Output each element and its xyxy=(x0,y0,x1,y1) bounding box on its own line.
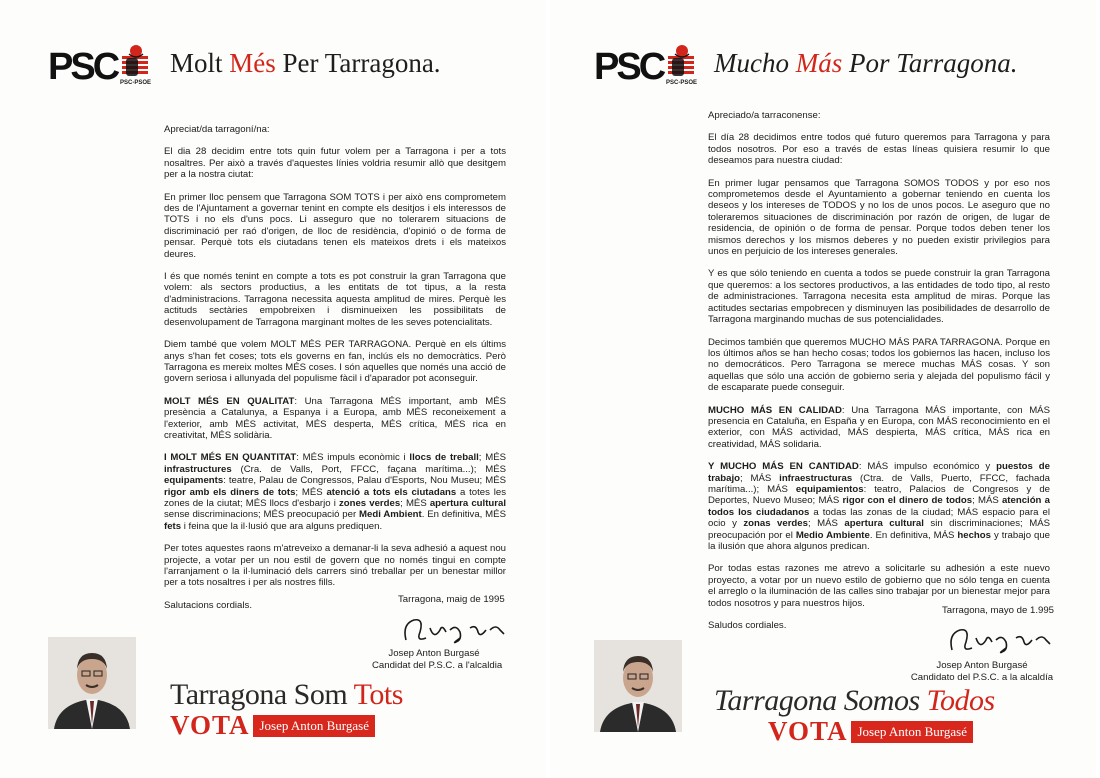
paragraph-4: Decimos también que queremos MUCHO MÁS PARA TARRAGONA. Porque en los últimos años se han hecho cosas; todos los gobiernos las hacen, incluso los no democráticos. Pero Tarragona se merece muchas MÁS cosas. Y son aquellas que sólo una acción de gobierno seria y alejada del populismo fácil y de escaparate puede conseguir. xyxy=(708,336,1050,394)
paragraph-text: ; MÉS xyxy=(400,497,430,509)
paragraph-text: a totes les zones de la ciutat; MÉS llocs d'esbarjo i xyxy=(164,486,506,509)
emphasis: rigor con el dinero de todos xyxy=(842,495,973,507)
signatory-name: Josep Anton Burgasé xyxy=(936,660,1028,671)
closing: Salutacions cordials. xyxy=(164,599,252,611)
paragraph-quality xyxy=(708,405,1050,451)
paragraph-quantity xyxy=(708,461,1050,552)
signature-icon xyxy=(400,612,510,646)
paragraph-2: En primer lugar pensamos que Tarragona SOMOS TODOS y por eso nos comprometemos desde el Ayuntamiento a gobernar teniendo en cuenta los deseos y los intereses de TODOS y no los de unos pocos. Le aseguro que no toleraremos situaciones de discriminación por razón de origen, de lugar de residencia, de opinión o de forma de pensar. Porque todos deben tener los mismos derechos y los mismos deberes y no pueden existir privilegios para unos en perjuicio de los intereses generales. xyxy=(708,177,1050,258)
emphasis: apertura cultural xyxy=(429,497,506,509)
paragraph-text: ; MÁS xyxy=(807,518,845,530)
paragraph-text: i feina que la il·lusió que ara alguns prediquen. xyxy=(181,520,383,532)
emphasis: equipamientos xyxy=(795,483,864,495)
paragraph-3: Y es que sólo teniendo en cuenta a todos se puede construir la gran Tarragona que queremos: a los sectores productivos, a las entidades de todo tipo, al resto de administraciones. Tarragona necesita esta amplitud de miras. Porque las actitudes sectarias empobrecen y disminuyen las posibilidades de desarrollo de Tarragona marginando muchas de sus potencialidades. xyxy=(708,268,1050,326)
emphasis: I MOLT MÉS EN QUANTITAT xyxy=(164,452,297,464)
headline xyxy=(714,48,1018,79)
paragraph-text: (Ctra. de Valls, Puerto, FFCC, fachada marítima...); MÁS xyxy=(708,472,1050,495)
emphasis: Y MUCHO MÁS EN CANTIDAD xyxy=(708,461,859,473)
emphasis: puestos de trabajo xyxy=(708,461,1050,484)
paragraph-2: En primer lloc pensem que Tarragona SOM TOTS i per això ens comprometem des de l'Ajuntament a governar tenint en compte els desitjos i els interessos de TOTS i no els d'uns pocs. Li asseguro que no tolerarem situacions de discriminació per raó d'origen, de lloc de residència, d'opinió o de forma de pensar. Perquè tots els ciutadans tenen els mateixos drets i els mateixos deures. xyxy=(164,191,506,260)
psc-psoe-label: PSC-PSOE xyxy=(666,80,698,86)
emphasis: apertura cultural xyxy=(844,518,924,530)
paragraph-quantity xyxy=(164,452,506,532)
paragraph-7: Por todas estas razones me atrevo a solicitarle su adhesión a este nuevo proyecto, a votar por un nuevo estilo de gobierno que no sólo tenga en cuenta el arreglo o la iluminación de las calles sino trabajar por un bienestar mejor para todos nosotros y para nuestros hijos. xyxy=(708,563,1050,609)
paragraph-4: Diem també que volem MOLT MÉS PER TARRAGONA. Perquè en els últims anys s'han fet coses; tots els governs en fan, inclús els no democràtics. Però Tarragona es mereix moltes MÉS coses. I són aquelles que només una acció de govern seriosa i allunyada del populisme fàcil i d'aparador pot aconseguir. xyxy=(164,339,506,385)
paragraph-text: : MÁS impulso económico y xyxy=(858,461,997,473)
paragraph-text: sin discriminaciones; MÁS preocupación por el xyxy=(708,518,1050,541)
paragraph-text: (Cra. de Valls, Port, FFCC, façana marítima...); MÉS xyxy=(231,463,506,475)
left-page-catalan xyxy=(0,0,546,778)
paragraph-text: ; MÁS xyxy=(972,495,1002,507)
psc-wordmark: PSC xyxy=(48,46,118,88)
paragraph-text: a todas las zonas de la ciudad; MÁS espacio para el ocio y xyxy=(708,506,1050,530)
psc-logo xyxy=(594,44,696,90)
rose-fist-icon xyxy=(120,44,150,80)
paragraph-1: El día 28 decidimos entre todos qué futuro queremos para Tarragona y para todos nosotros. Por eso a través de estas líneas quisiera resumir lo que deseamos para nuestra ciudad: xyxy=(708,132,1050,167)
greeting: Apreciat/da tarragoní/na: xyxy=(164,124,270,135)
slogan-highlight: Tots xyxy=(353,678,403,711)
emphasis: equipaments xyxy=(164,475,224,487)
psc-psoe-label: PSC-PSOE xyxy=(120,80,152,86)
signatory-role: Candidat del P.S.C. a l'alcaldia xyxy=(372,660,503,671)
headline-part: Mucho xyxy=(714,48,796,78)
slogan-part: Tarragona Somos xyxy=(714,684,927,717)
paragraph-text: : teatro, Palacios de Congresos y de Deportes, Nuevo Museo; MÁS xyxy=(708,483,1050,507)
emphasis: atenció a tots els ciutadans xyxy=(326,486,457,498)
headline-part: Por Tarragona. xyxy=(842,48,1018,78)
psc-logo xyxy=(48,44,150,90)
paragraph-text: . En definitiva, MÉS xyxy=(421,509,506,521)
closing: Saludos cordiales. xyxy=(708,620,787,632)
paragraph-text: : MÉS impuls econòmic i xyxy=(296,452,410,464)
candidate-name-tag: Josep Anton Burgasé xyxy=(253,715,375,737)
emphasis: zonas verdes xyxy=(743,518,808,530)
paragraph-1: El dia 28 decidim entre tots quin futur volem per a Tarragona i per a tots nosaltres. Per això a través d'aquestes línies voldria resumir allò que desitgem per a la nostra ciutat: xyxy=(164,146,506,181)
emphasis: zones verdes xyxy=(338,497,401,509)
emphasis: llocs de treball xyxy=(409,452,479,464)
place-date: Tarragona, mayo de 1.995 xyxy=(942,605,1054,616)
paragraph-text: : Una Tarragona MÁS importante, con MÁS presencia en Cataluña, en España y en Europa, con MÁS reconocimiento en el exterior, con MÁS actividad, MÁS despierta, MÁS crítica, MÁS rica en creatividad, MÁS solidaria. xyxy=(708,404,1050,450)
greeting: Apreciado/a tarraconense: xyxy=(708,110,821,121)
emphasis: MUCHO MÁS EN CALIDAD xyxy=(708,404,842,416)
paragraph-text: . En definitiva, MÁS xyxy=(869,529,958,541)
paragraph-text: sense discriminacions; MÉS preocupació per xyxy=(164,509,359,521)
emphasis: rigor amb els diners de tots xyxy=(164,486,296,498)
signature-icon xyxy=(946,622,1056,656)
emphasis: hechos xyxy=(957,529,991,541)
slogan xyxy=(170,678,403,712)
emphasis: Medi Ambient xyxy=(359,509,422,521)
headline-part: Per Tarragona. xyxy=(275,48,441,78)
candidate-photo xyxy=(48,637,136,729)
rose-fist-icon xyxy=(666,44,696,80)
signatory-role: Candidato del P.S.C. a la alcaldía xyxy=(910,672,1054,683)
vote-label: VOTA xyxy=(170,710,250,740)
candidate-name-tag: Josep Anton Burgasé xyxy=(851,721,973,743)
headline-highlight: Més xyxy=(229,48,276,78)
slogan xyxy=(714,684,995,718)
headline-highlight: Más xyxy=(795,48,843,78)
headline xyxy=(170,48,441,79)
paragraph-text: ; MÁS xyxy=(740,472,780,484)
vote-banner xyxy=(170,710,375,740)
emphasis: infrastructures xyxy=(164,463,232,475)
emphasis: fets xyxy=(164,520,182,532)
emphasis: infraestructuras xyxy=(779,472,853,484)
paragraph-text: : teatre, Palau de Congressos, Palau d'Esports, Nou Museu; MÉS xyxy=(223,475,506,487)
candidate-photo xyxy=(594,640,682,732)
letter-body xyxy=(164,124,506,622)
candidate-portrait-icon xyxy=(48,637,136,729)
emphasis: atención a todos los ciudadanos xyxy=(708,495,1050,518)
emphasis: Medio Ambiente xyxy=(795,529,870,541)
slogan-highlight: Todos xyxy=(926,684,995,717)
slogan-part: Tarragona Som xyxy=(170,678,354,711)
signatory xyxy=(372,648,503,672)
emphasis: MOLT MÉS EN QUALITAT xyxy=(164,395,295,407)
right-page-spanish xyxy=(550,0,1096,778)
paragraph-7: Per totes aquestes raons m'atreveixo a demanar-li la seva adhesió a aquest nou projecte, a votar per un nou estil de govern que no només tingui en compte l'arranjament o la il·luminació dels carrers sinó treballar per un benestar millor per a tots nosaltres i per als nostres fills. xyxy=(164,543,506,589)
candidate-portrait-icon xyxy=(594,640,682,732)
paragraph-text: ; MÉS xyxy=(478,452,506,464)
psc-wordmark: PSC xyxy=(594,46,664,88)
paragraph-quality xyxy=(164,396,506,442)
paragraph-text: : Una Tarragona MÉS important, amb MÉS presència a Catalunya, a Espanya i a Europa, amb MÉS reconeixement a l'exterior, amb MÉS activitat, MÉS desperta, MÉS crítica, MÉS rica en creativitat, MÉS solidària. xyxy=(164,395,506,441)
letter-body xyxy=(708,110,1050,642)
paragraph-3: I és que només tenint en compte a tots es pot construir la gran Tarragona que volem: als sectors productius, a les entitats de tot tipus, a la resta d'administracions. Tarragona necessita aquesta amplitud de mires. Perquè les actituds sectàries empobreixen i disminueixen les possibilitats de desenvolupament de Tarragona marginant moltes de les seves potencialitats. xyxy=(164,271,506,328)
paragraph-text: ; MÉS xyxy=(295,486,327,498)
paragraph-text: y trabajo que la ilusión que ahora algunos predican. xyxy=(708,529,1050,552)
place-date: Tarragona, maig de 1995 xyxy=(398,594,505,605)
vote-label: VOTA xyxy=(768,716,848,746)
signatory xyxy=(910,660,1054,684)
headline-part: Molt xyxy=(170,48,230,78)
signatory-name: Josep Anton Burgasé xyxy=(388,648,480,659)
vote-banner xyxy=(768,716,973,746)
